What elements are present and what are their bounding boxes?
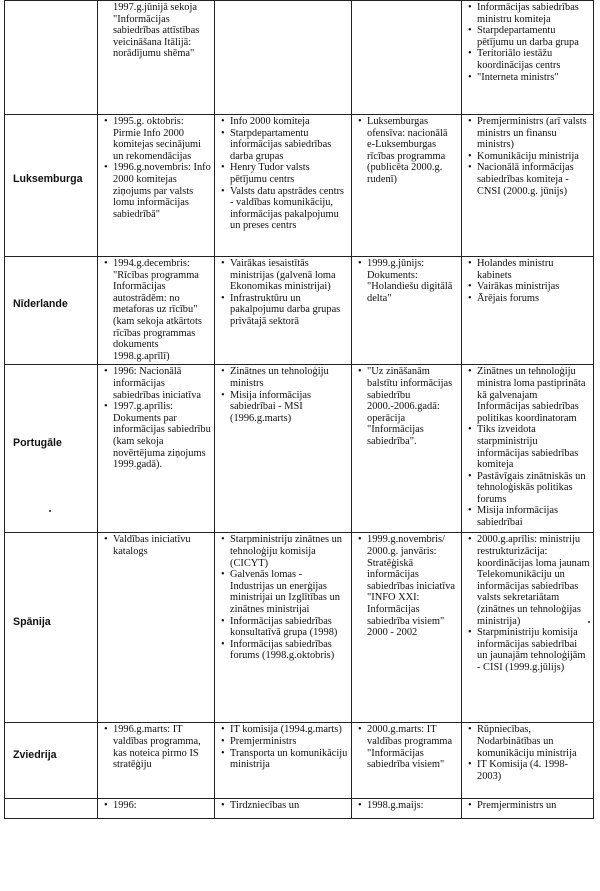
bullet-list [101, 366, 211, 470]
bullet-list [355, 800, 458, 812]
list-item: • Rūpniecības, Nodarbinātības un komunikāciju ministrija [465, 724, 590, 759]
bullet-list [101, 724, 211, 770]
list-item: • 1996: [101, 800, 211, 812]
list-item: • Starpministriju komisija informācijas sabiedrībai un jaunajām tehnoloģijām - CISI (1999.g.jūlijs) [465, 627, 590, 673]
country-cell: Nīderlande [5, 257, 98, 365]
stray-dot [588, 621, 590, 623]
list-item: • 1999.g.novembris/ 2000.g. janvāris: Stratēģiskā informācijas sabiedrības iniciatīva "INFO XXI: Informācijas sabiedrība visiem" 2000 - 2002 [355, 534, 458, 638]
list-item: • Misija informācijas sabiedrībai [465, 505, 590, 528]
list-item: • Ārējais forums [465, 293, 590, 305]
table-cell [215, 799, 352, 819]
list-item: • Starpdepartamentu informācijas sabiedrības darba grupas [218, 128, 348, 163]
bullet-list [218, 800, 348, 812]
table-cell [215, 365, 352, 533]
list-item: • Informācijas sabiedrības forums (1998.g.oktobris) [218, 639, 348, 662]
list-item: • 1995.g. oktobris: Pirmie Info 2000 komitejas secinājumi un rekomendācijas [101, 116, 211, 162]
list-item: • Valdības iniciatīvu katalogs [101, 534, 211, 557]
table-row [5, 365, 594, 533]
bullet-list [465, 366, 590, 528]
table-cell [352, 723, 462, 799]
country-cell: Spānija [5, 533, 98, 723]
table-cell [462, 799, 594, 819]
list-item: • Luksemburgas ofensīva: nacionālā e-Luksemburgas rīcības programma (publicēta 2000.g. rudenī) [355, 116, 458, 186]
list-item: • Transporta un komunikāciju ministrija [218, 748, 348, 771]
country-cell: Zviedrija [5, 723, 98, 799]
list-item: • Info 2000 komiteja [218, 116, 348, 128]
bullet-list [101, 534, 211, 557]
table-body [5, 1, 594, 819]
bullet-list [465, 800, 590, 812]
list-item: • Informācijas sabiedrības ministru komiteja [465, 2, 590, 25]
table-cell [462, 115, 594, 257]
table-cell [98, 533, 215, 723]
table-cell [215, 257, 352, 365]
list-item: • 1996.g.marts: IT valdības programma, kas noteica pirmo IS stratēģiju [101, 724, 211, 770]
list-item: • Holandes ministru kabinets [465, 258, 590, 281]
bullet-list [465, 2, 590, 83]
policy-table [4, 0, 594, 819]
bullet-list [355, 724, 458, 770]
list-item: • "Uz zināšanām balstītu informācijas sabiedrību 2000.-2006.gadā: operācija "Informācijas sabiedrība". [355, 366, 458, 447]
list-item: • Premjerministrs (arī valsts ministrs un finansu ministrs) [465, 116, 590, 151]
bullet-list [465, 724, 590, 782]
bullet-list [465, 534, 590, 673]
country-cell [5, 1, 98, 115]
table-cell [98, 799, 215, 819]
list-item: • 1998.g.maijs: [355, 800, 458, 812]
list-item: • Informācijas sabiedrības konsultatīvā grupa (1998) [218, 616, 348, 639]
list-item: • 1997.g.aprīlis: Dokuments par informācijas sabiedrību (kam sekoja novērtējuma ziņojums 1999.gadā). [101, 401, 211, 471]
table-cell [462, 365, 594, 533]
table-cell [352, 1, 462, 115]
list-item: • Tirdzniecības un [218, 800, 348, 812]
table-cell [352, 365, 462, 533]
list-item: • Zinātnes un tehnoloģiju ministrs [218, 366, 348, 389]
bullet-list [355, 366, 458, 447]
list-item: • Starpministriju zinātnes un tehnoloģiju komisija (CICYT) [218, 534, 348, 569]
table-cell [352, 533, 462, 723]
table-cell [462, 723, 594, 799]
list-item: • Valsts datu apstrādes centrs - valdības komunikāciju, informācijas pakalpojumu un preses centrs [218, 186, 348, 232]
list-item: • Infrastruktūru un pakalpojumu darba grupas privātajā sektorā [218, 293, 348, 328]
bullet-list [101, 2, 211, 60]
bullet-list [355, 534, 458, 638]
bullet-list [218, 258, 348, 328]
country-cell: Luksemburga [5, 115, 98, 257]
list-item: • Pastāvīgais zinātniskās un tehnoloģiskās politikas forums [465, 471, 590, 506]
list-item: • Vairākas ministrijas [465, 281, 590, 293]
list-item: • 1996: Nacionālā informācijas sabiedrības iniciatīva [101, 366, 211, 401]
list-item: • 2000.g.aprīlis: ministriju restrukturizācija: koordinācijas loma jaunam Telekomunikāciju un informācijas sabiedrības valsts sekretariātam (zinātnes un tehnoloģijas ministrija) [465, 534, 590, 627]
country-cell [5, 799, 98, 819]
list-item: • 1999.g.jūnijs: Dokuments: "Holandiešu digitālā delta" [355, 258, 458, 304]
list-item: • Premjerministrs un [465, 800, 590, 812]
table-cell [215, 533, 352, 723]
table-cell [462, 1, 594, 115]
bullet-list [101, 116, 211, 220]
table-row [5, 723, 594, 799]
table-row [5, 115, 594, 257]
table-cell [215, 1, 352, 115]
table-cell [462, 257, 594, 365]
list-item: • Nacionālā informācijas sabiedrības komiteja - CNSI (2000.g. jūnijs) [465, 162, 590, 197]
stray-dot [49, 510, 51, 512]
table-cell [98, 257, 215, 365]
list-item: • Henry Tudor valsts pētījumu centrs [218, 162, 348, 185]
table-row [5, 533, 594, 723]
list-item: • Misija informācijas sabiedrībai - MSI (1996.g.marts) [218, 390, 348, 425]
list-item: • Tiks izveidota starpministriju informācijas sabiedrības komiteja [465, 424, 590, 470]
list-item: • Starpdepartamentu pētījumu un darba grupa [465, 25, 590, 48]
list-item: • 1996.g.novembris: Info 2000 komitejas ziņojums par valsts lomu informācijas sabiedrībā" [101, 162, 211, 220]
table-cell [462, 533, 594, 723]
table-row [5, 1, 594, 115]
list-item: 1997.g.jūnijā sekoja "Informācijas sabiedrības attīstības veicināšana Itālijā: norādījumu shēma" [113, 2, 200, 60]
bullet-list [355, 258, 458, 304]
list-item: • 2000.g.marts: IT valdības programma "Informācijas sabiedrība visiem" [355, 724, 458, 770]
list-item: • Vairākas iesaistītās ministrijas (galvenā loma Ekonomikas ministrijai) [218, 258, 348, 293]
table-cell [215, 115, 352, 257]
table-cell [352, 115, 462, 257]
list-item: • Premjerministrs [218, 736, 348, 748]
bullet-list [218, 534, 348, 662]
table-row [5, 799, 594, 819]
bullet-list [101, 258, 211, 362]
table-cell [98, 1, 215, 115]
list-item: • Galvenās lomas - Industrijas un enerģijas ministrijai un Izglītības un zinātnes ministrijai [218, 569, 348, 615]
list-item: • "Interneta ministrs" [465, 72, 590, 84]
bullet-list [355, 116, 458, 186]
bullet-list [465, 116, 590, 197]
table-cell [98, 365, 215, 533]
list-item: • IT Komisija (4. 1998-2003) [465, 759, 590, 782]
table-cell [215, 723, 352, 799]
bullet-list [218, 116, 348, 232]
list-item: • Teritoriālo iestāžu koordinācijas centrs [465, 48, 590, 71]
bullet-list [465, 258, 590, 304]
table-row [5, 257, 594, 365]
table-cell [98, 115, 215, 257]
list-item: • 1994.g.decembris: "Rīcības programma Informācijas autostrādēm: no metaforas uz rīcību" (kam sekoja atkārtots rīcības programmas dokuments 1998.g.aprīlī) [101, 258, 211, 362]
table-cell [352, 799, 462, 819]
bullet-list [218, 724, 348, 770]
table-cell [352, 257, 462, 365]
table-cell [98, 723, 215, 799]
bullet-list [218, 366, 348, 424]
list-item: • Komunikāciju ministrija [465, 151, 590, 163]
list-item: • IT komisija (1994.g.marts) [218, 724, 348, 736]
list-item: • Zinātnes un tehnoloģiju ministra loma pastiprināta kā galvenajam Informācijas sabiedrības politikas koordinatoram [465, 366, 590, 424]
country-cell: Portugāle [5, 365, 98, 533]
bullet-list [101, 800, 211, 812]
